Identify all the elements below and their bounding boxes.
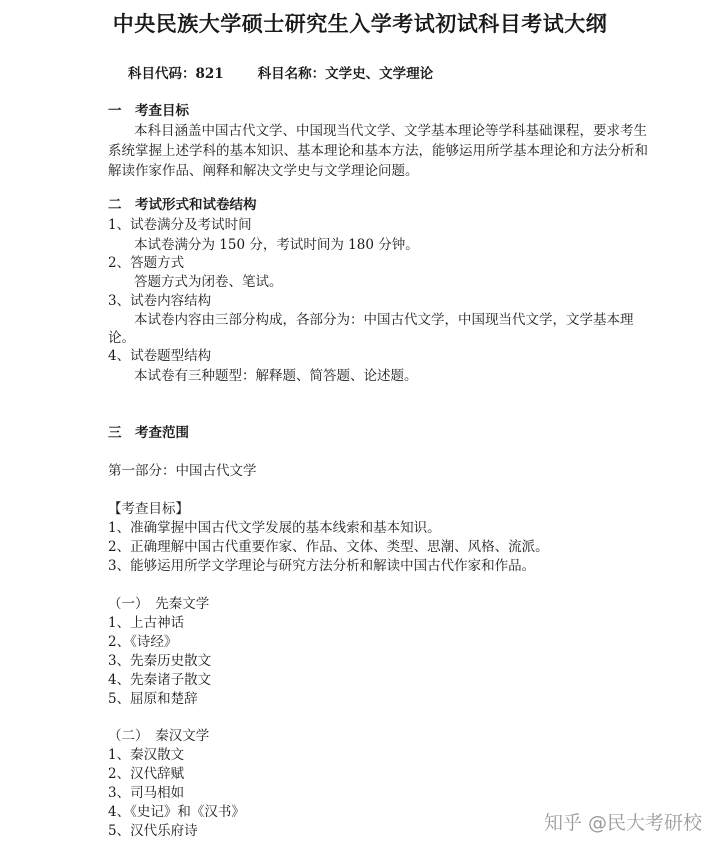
list-item: 3、司马相如 <box>108 785 185 801</box>
goal-item: 3、能够运用所学文学理论与研究方法分析和解读中国古代作家和作品。 <box>108 558 536 574</box>
goal-item: 1、准确掌握中国古代文学发展的基本线索和基本知识。 <box>108 520 441 536</box>
exam-item-title: 1、试卷满分及考试时间 <box>108 217 252 233</box>
objectives-line: 解读作家作品、阐释和解决文学史与文学理论问题。 <box>108 163 419 179</box>
objectives-line: 本科目涵盖中国古代文学、中国现当代文学、文学基本理论等学科基础课程，要求考生 <box>134 123 647 139</box>
section-heading-exam-format: 二 考试形式和试卷结构 <box>108 197 257 213</box>
list-item: 2、《诗经》 <box>108 634 178 650</box>
exam-item-body: 论。 <box>108 330 135 346</box>
section-heading-objectives: 一 考查目标 <box>108 103 189 119</box>
watermark: 知乎 @民大考研校 <box>543 812 702 834</box>
page-title: 中央民族大学硕士研究生入学考试初试科目考试大纲 <box>112 11 608 36</box>
exam-item-body: 答题方式为闭卷、笔试。 <box>134 274 283 290</box>
list-item: 1、秦汉散文 <box>108 747 185 763</box>
exam-item-title: 2、答题方式 <box>108 255 185 271</box>
exam-item-body: 本试卷有三种题型：解释题、简答题、论述题。 <box>134 368 418 384</box>
subject-info-row <box>128 62 433 82</box>
list-item: 4、先秦诸子散文 <box>108 672 212 688</box>
list-item: 3、先秦历史散文 <box>108 653 212 669</box>
exam-item-title: 4、试卷题型结构 <box>108 348 212 364</box>
exam-item-body: 本试卷内容由三部分构成，各部分为：中国古代文学，中国现当代文学，文学基本理 <box>134 312 634 328</box>
list-item: 5、屈原和楚辞 <box>108 691 198 707</box>
goals-heading: 【考查目标】 <box>108 501 189 517</box>
subsection-heading: （二） 秦汉文学 <box>108 728 210 744</box>
list-item: 5、汉代乐府诗 <box>108 823 198 839</box>
part-heading: 第一部分：中国古代文学 <box>108 463 257 479</box>
objectives-line: 系统掌握上述学科的基本知识、基本理论和基本方法，能够运用所学基本理论和方法分析和 <box>108 143 648 159</box>
section-heading-scope: 三 考查范围 <box>108 425 189 441</box>
list-item: 4、《史记》和《汉书》 <box>108 804 245 820</box>
list-item: 1、上古神话 <box>108 615 185 631</box>
list-item: 2、汉代辞赋 <box>108 766 185 782</box>
goal-item: 2、正确理解中国古代重要作家、作品、文体、类型、思潮、风格、流派。 <box>108 539 549 555</box>
subsection-heading: （一） 先秦文学 <box>108 596 210 612</box>
exam-item-title: 3、试卷内容结构 <box>108 293 212 309</box>
subject-code: 科目代码：821 <box>128 66 224 82</box>
exam-item-body: 本试卷满分为 150 分，考试时间为 180 分钟。 <box>134 237 419 253</box>
subject-name: 科目名称：文学史、文学理论 <box>257 66 434 82</box>
